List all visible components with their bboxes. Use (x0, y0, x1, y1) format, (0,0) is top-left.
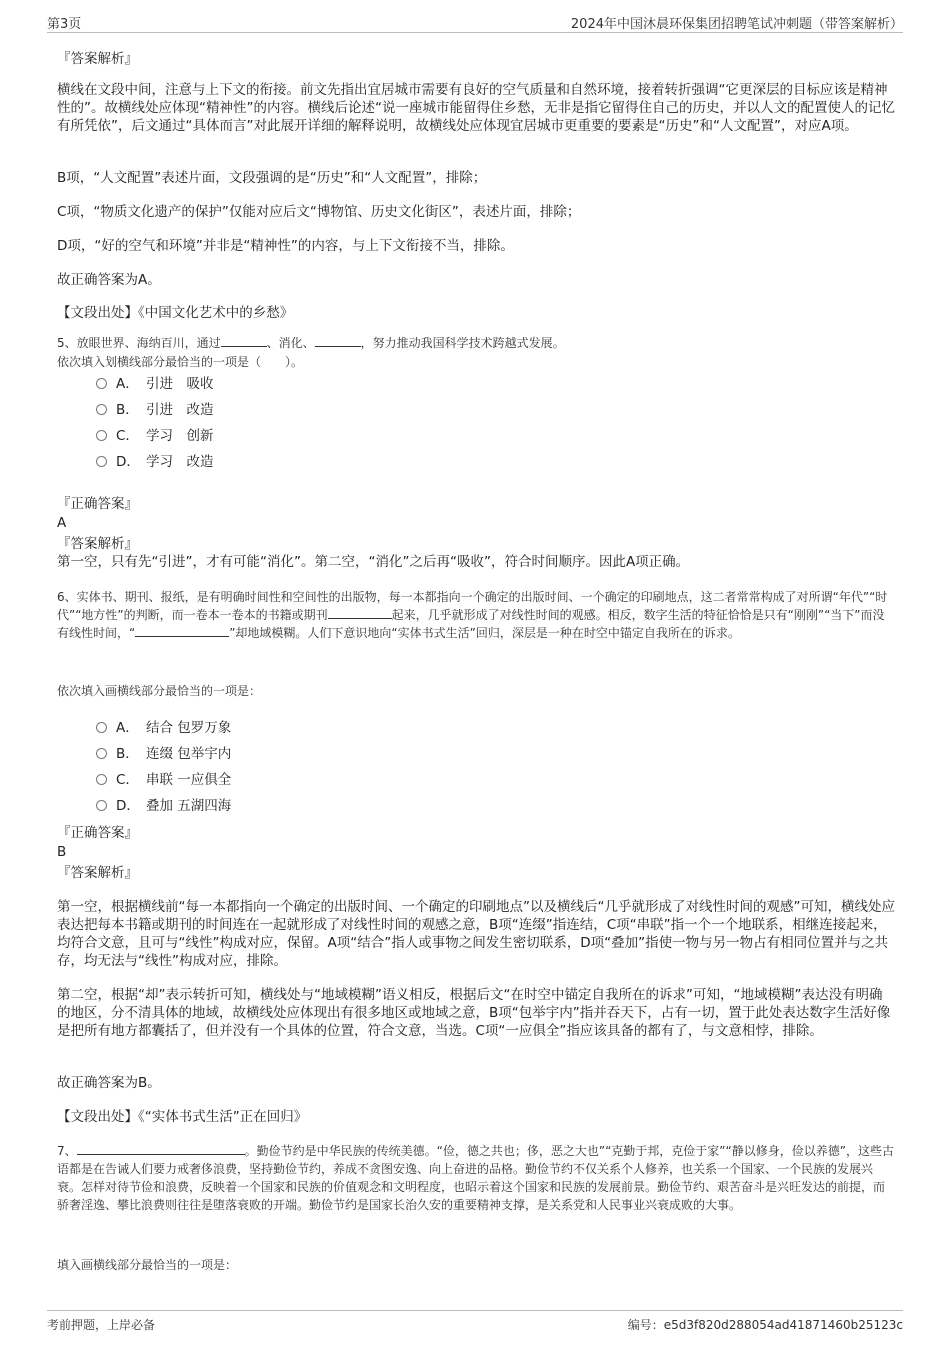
option-text: 引进 吸收 (146, 376, 214, 392)
q5-option-a[interactable] (96, 375, 214, 393)
q5-blank-2 (315, 346, 361, 347)
q4-analysis-option-d: D项，“好的空气和环境”并非是“精神性”的内容，与上下文衔接不当，排除。 (57, 238, 514, 254)
page-header (47, 10, 903, 33)
q5-option-c[interactable] (96, 427, 214, 445)
option-text: 结合 包罗万象 (146, 720, 232, 736)
q5-blank-1 (221, 346, 267, 347)
radio-icon[interactable] (96, 800, 107, 811)
option-text: 学习 创新 (146, 428, 214, 444)
q5-stem-part: ，努力推动我国科学技术跨越式发展。 (360, 336, 565, 350)
q5-stem-part: 5、放眼世界、海纳百川，通过 (57, 336, 221, 350)
q4-analysis-para1: 横线在文段中间，注意与上下文的衔接。前文先指出宜居城市需要有良好的空气质量和自然环境，接着转折强调“它更深层的目标应该是精神性的”。故横线处应体现“精神性”的内容。横线后论述“说一座城市能留得住乡愁，无非是指它留得住自己的历史，并以人文的配置使人的记忆有所凭依”，后文通过“具体而言”对此展开详细的解释说明，故横线处应体现宜居城市更重要的要素是“历史”和“人文配置”，对应A项。 (57, 82, 895, 134)
q6-option-a[interactable] (96, 719, 231, 737)
q6-blank-1 (328, 618, 392, 619)
q4-analysis-option-c: C项，“物质文化遗产的保护”仅能对应后文“博物馆、历史文化街区”，表述片面，排除； (57, 204, 581, 220)
q6-answer: B (57, 844, 67, 860)
q5-stem (57, 334, 895, 352)
q6-option-b[interactable] (96, 745, 231, 763)
q7-prompt: 填入画横线部分最恰当的一项是： (57, 1258, 238, 1272)
option-letter: C． (116, 428, 139, 444)
q6-source: 【文段出处】《“实体书式生活”正在回归》 (57, 1109, 308, 1125)
q5-analysis-title: 『答案解析』 (57, 536, 138, 552)
q6-stem (57, 588, 895, 642)
option-text: 叠加 五湖四海 (146, 798, 232, 814)
q6-stem-part: ”却地域模糊。人们下意识地向“实体书式生活”回归，深层是一种在时空中锚定自我所在的诉求。 (229, 626, 740, 640)
page-number: 第3页 (47, 17, 82, 32)
footer-doc-id: 编号：e5d3f820d288054ad41871460b25123c (627, 1318, 903, 1332)
q6-option-d[interactable] (96, 797, 231, 815)
q6-stem-part: 6、实体书、期刊、报纸，是有明确时间性和空间性的出版物，每一本都指向一个确定的出版时间、一个确定的印刷地点，这二者常常构成了对所谓“年代”“时代”“地方性”的判断，而一卷本一卷本的书籍或期刊 (57, 590, 888, 622)
q4-analysis-option-b: B项，“人文配置”表述片面，文段强调的是“历史”和“人文配置”，排除； (57, 170, 487, 186)
radio-icon[interactable] (96, 748, 107, 759)
q7-blank (77, 1154, 245, 1155)
q6-stem-part: 起来，几乎就形成了对线性时间的观感。相反，数字生活的特征恰恰是只有“刚刚”“当下”而没有线性时间，“ (57, 608, 885, 640)
q4-analysis-title: 『答案解析』 (57, 51, 138, 67)
q6-prompt: 依次填入画横线部分最恰当的一项是： (57, 684, 262, 698)
q5-answer-title: 『正确答案』 (57, 496, 138, 512)
q6-answer-title: 『正确答案』 (57, 825, 138, 841)
radio-icon[interactable] (96, 430, 107, 441)
option-letter: B． (116, 746, 139, 762)
q5-prompt: 依次填入划横线部分最恰当的一项是（ ）。 (57, 355, 304, 369)
option-letter: D． (116, 798, 140, 814)
option-letter: A． (116, 720, 139, 736)
option-text: 串联 一应俱全 (146, 772, 232, 788)
page-footer (47, 1310, 903, 1335)
option-letter: C． (116, 772, 139, 788)
q7-stem-text: 。勤俭节约是中华民族的传统美德。“俭，德之共也；侈，恶之大也”“克勤于邦，克俭于家”“静以修身，俭以养德”，这些古语都是在告诫人们要力戒奢侈浪费，坚持勤俭节约，养成不贪图安逸、向上奋进的品格。勤俭节约不仅关系个人修养，也关系一个国家、一个民族的发展兴衰。怎样对待节俭和浪费，反映着一个国家和民族的价值观念和文明程度，也昭示着这个国家和民族的发展前景。勤俭节约、艰苦奋斗是兴旺发达的前提，而骄奢淫逸、攀比浪费则往往是堕落衰败的开端。勤俭节约是国家长治久安的重要精神支撑，是关系党和人民事业兴衰成败的大事。 (57, 1144, 894, 1212)
radio-icon[interactable] (96, 404, 107, 415)
option-text: 引进 改造 (146, 402, 214, 418)
q6-analysis-para2: 第二空，根据“却”表示转折可知，横线处与“地域模糊”语义相反，根据后文“在时空中锚定自我所在的诉求”可知，“地域模糊”表达没有明确的地区，分不清具体的地域，故横线处应体现出有很多地区或地域之意，B项“包举宇内”指并吞天下，占有一切，置于此处表达数字生活好像是把所有地方都囊括了，但并没有一个具体的位置，符合文意，当选。C项“一应俱全”指应该具备的都有了，与文意相悖，排除。 (57, 987, 891, 1039)
q5-answer: A (57, 515, 67, 531)
q5-analysis: 第一空，只有先“引进”，才有可能“消化”。第二空，“消化”之后再“吸收”，符合时间顺序。因此A项正确。 (57, 554, 690, 570)
q6-option-c[interactable] (96, 771, 231, 789)
q6-analysis-para1: 第一空，根据横线前“每一本都指向一个确定的出版时间、一个确定的印刷地点”以及横线后“几乎就形成了对线性时间的观感”可知，横线处应表达把每本书籍或期刊的时间连在一起就形成了对线性时间的观感之意，B项“连缀”指连结，C项“串联”指一个一个地联系，相继连接起来，均符合文意，且可与“线性”构成对应，保留。A项“结合”指人或事物之间发生密切联系，D项“叠加”指使一物与另一物占有相同位置并与之共存，均无法与“线性”构成对应，排除。 (57, 899, 895, 969)
q6-analysis-title: 『答案解析』 (57, 865, 138, 881)
radio-icon[interactable] (96, 456, 107, 467)
q4-conclusion: 故正确答案为A。 (57, 272, 161, 288)
q5-option-d[interactable] (96, 453, 214, 471)
radio-icon[interactable] (96, 378, 107, 389)
q7-number: 7、 (57, 1144, 77, 1158)
option-text: 连缀 包举宇内 (146, 746, 232, 762)
option-text: 学习 改造 (146, 454, 214, 470)
radio-icon[interactable] (96, 722, 107, 733)
option-letter: D． (116, 454, 140, 470)
option-letter: A． (116, 376, 139, 392)
footer-slogan: 考前押题，上岸必备 (47, 1318, 156, 1332)
radio-icon[interactable] (96, 774, 107, 785)
q5-option-b[interactable] (96, 401, 214, 419)
q6-blank-2 (135, 636, 229, 637)
document-title: 2024年中国沐晨环保集团招聘笔试冲刺题（带答案解析） (570, 17, 903, 32)
q7-stem (57, 1142, 895, 1214)
option-letter: B． (116, 402, 139, 418)
q4-source: 【文段出处】《中国文化艺术中的乡愁》 (57, 305, 294, 321)
q5-stem-part: 、消化、 (266, 336, 315, 350)
q6-conclusion: 故正确答案为B。 (57, 1075, 161, 1091)
